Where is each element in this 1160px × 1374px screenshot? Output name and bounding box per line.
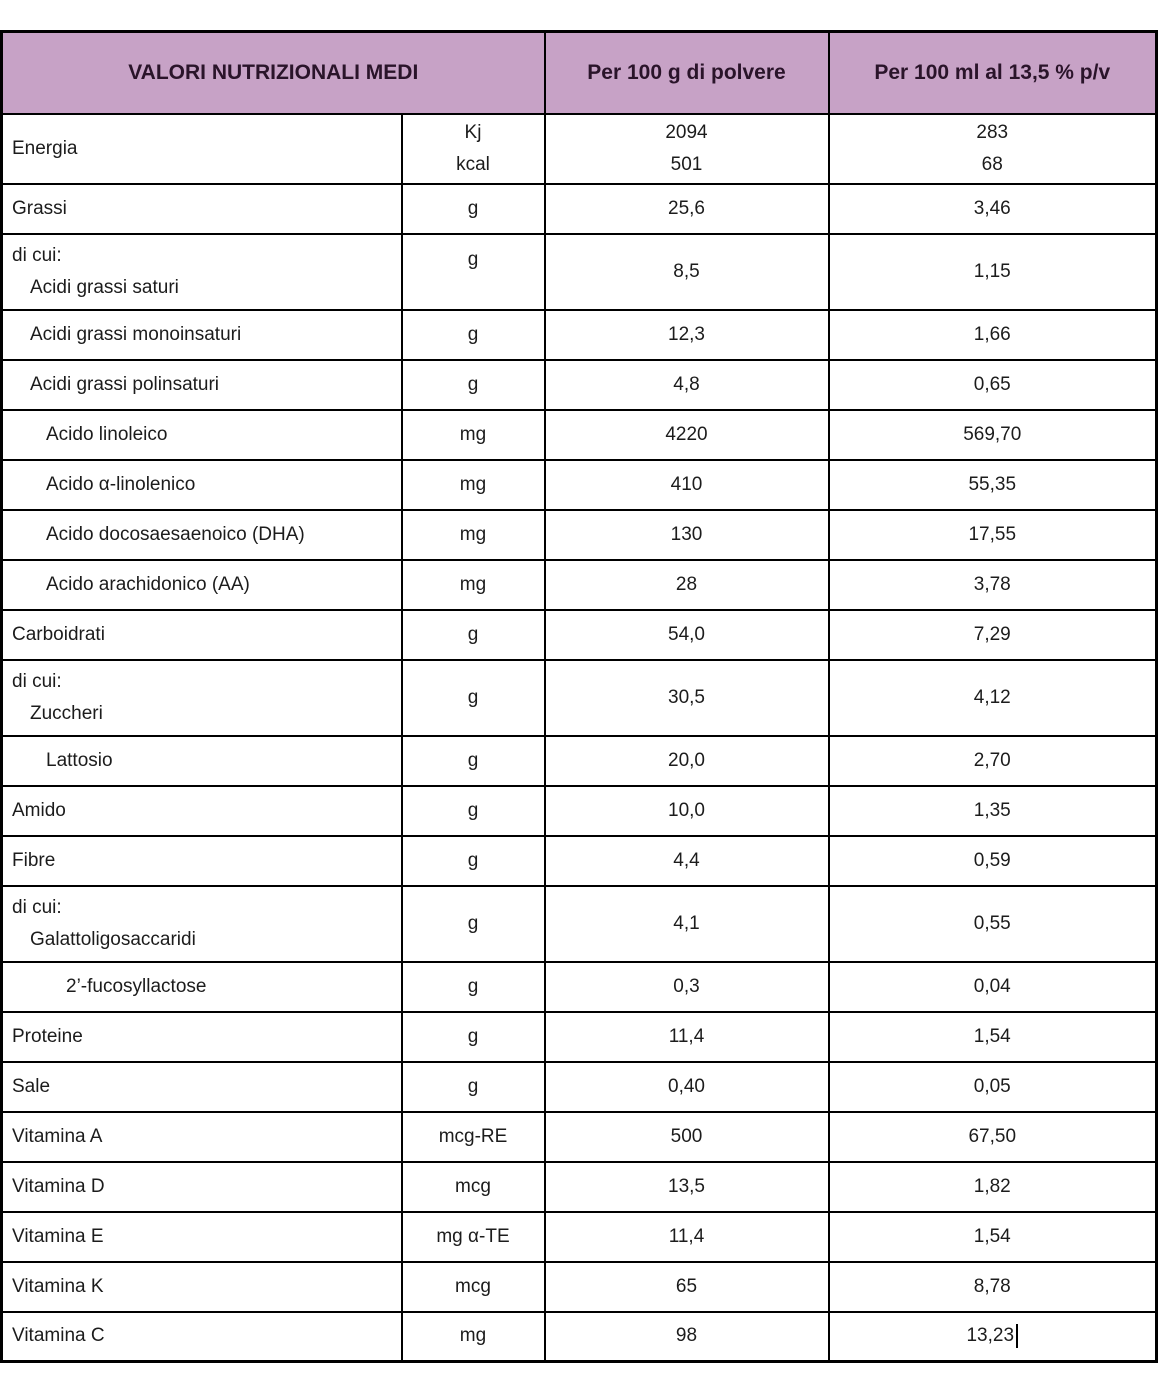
unit-cell [402,1012,545,1062]
per100ml-value: 55,35 [968,473,1017,495]
per100ml-value: 1,54 [973,1025,1011,1047]
per100g-value: 11,4 [668,1025,705,1047]
per100g-cell [545,786,829,836]
per100g-value: 98 [675,1325,698,1347]
header-col-per-100g: Per 100 g di polvere [545,32,829,114]
unit-cell [402,836,545,886]
table-row [2,1012,1157,1062]
per100g-value: 500 [670,1125,703,1147]
unit-cell [402,460,545,510]
nutrient-name-cell [2,510,402,560]
nutrient-name-line: di cui: [12,244,62,266]
unit-cell [402,114,545,184]
per100ml-value: 17,55 [968,523,1017,545]
unit-value: g [467,248,479,270]
unit-value: g [467,623,479,645]
nutrient-name-cell [2,610,402,660]
table-body [2,114,1157,1362]
nutrient-name-cell [2,660,402,736]
nutrient-name-cell [2,836,402,886]
per100g-cell [545,1212,829,1262]
per100g-cell [545,886,829,962]
nutrient-name-line: Vitamina A [12,1125,103,1147]
nutrient-name-line: Lattosio [46,749,113,771]
header-title: VALORI NUTRIZIONALI MEDI [2,32,545,114]
per100ml-cell [829,360,1157,410]
per100g-value: 0,3 [673,975,700,997]
per100g-cell [545,560,829,610]
per100g-cell [545,510,829,560]
nutrient-name-line: Sale [12,1075,51,1097]
table-row [2,1262,1157,1312]
per100g-value: 4,1 [673,912,700,934]
table-row [2,510,1157,560]
per100ml-value: 8,78 [973,1275,1011,1297]
nutrient-name-line: Proteine [12,1025,83,1047]
per100g-cell [545,114,829,184]
per100g-value: 28 [675,573,698,595]
per100ml-cell [829,660,1157,736]
per100ml-cell [829,836,1157,886]
nutrient-name-line: Fibre [12,849,56,871]
nutrient-name-line: Vitamina E [12,1225,104,1247]
nutrient-name-line: Vitamina C [12,1325,105,1347]
nutrient-name-cell [2,886,402,962]
per100g-cell [545,460,829,510]
per100ml-value: 68 [981,153,1003,175]
nutrient-name-cell [2,1262,402,1312]
unit-value: g [467,373,479,395]
unit-value: mcg [455,1175,491,1197]
unit-cell [402,736,545,786]
table-row [2,560,1157,610]
per100g-value: 25,6 [668,197,705,219]
per100g-value: 130 [670,523,703,545]
nutrient-name-line: Acido arachidonico (AA) [46,573,250,595]
per100ml-value: 0,59 [973,849,1011,871]
header-col-per-100ml: Per 100 ml al 13,5 % p/v [829,32,1157,114]
per100g-cell [545,1112,829,1162]
unit-cell [402,1062,545,1112]
per100ml-cell [829,310,1157,360]
per100ml-cell [829,184,1157,234]
nutrient-name-line: Acidi grassi monoinsaturi [30,323,242,345]
per100ml-value: 1,82 [973,1175,1011,1197]
nutrient-name-line: di cui: [12,670,62,692]
per100ml-value: 13,23 [831,1320,1155,1352]
nutrient-name-cell [2,114,402,184]
per100g-value: 11,4 [668,1225,705,1247]
unit-value: mg [459,573,487,595]
table-row [2,1062,1157,1112]
per100ml-cell [829,510,1157,560]
unit-value: g [467,912,479,934]
unit-cell [402,1212,545,1262]
per100g-value: 0,40 [668,1075,705,1097]
per100g-cell [545,610,829,660]
per100ml-value: 67,50 [968,1125,1017,1147]
unit-cell [402,410,545,460]
per100g-value: 4,8 [673,373,700,395]
nutrient-name-cell [2,410,402,460]
table-row [2,1112,1157,1162]
per100g-cell [545,1012,829,1062]
unit-value: mcg-RE [438,1125,508,1147]
unit-value: g [467,197,479,219]
per100ml-value: 0,05 [973,1075,1011,1097]
per100g-cell [545,184,829,234]
table-row [2,736,1157,786]
unit-cell [402,660,545,736]
per100g-cell [545,310,829,360]
table-row [2,1212,1157,1262]
unit-value: g [467,749,479,771]
table-row [2,660,1157,736]
table-row [2,460,1157,510]
unit-value: Kj [464,121,482,143]
table-row [2,410,1157,460]
nutrient-name-line: Galattoligosaccaridi [30,928,196,950]
unit-cell [402,1312,545,1362]
per100ml-value: 283 [976,121,1009,143]
per100ml-cell [829,560,1157,610]
per100ml-cell [829,460,1157,510]
unit-cell [402,234,545,310]
per100ml-value: 7,29 [973,623,1011,645]
unit-value: g [467,799,479,821]
unit-value: mg [459,523,487,545]
unit-value: mg [459,473,487,495]
per100g-value: 8,5 [673,260,700,282]
per100g-value: 501 [670,153,703,175]
nutrient-name-cell [2,560,402,610]
table-row [2,836,1157,886]
unit-cell [402,360,545,410]
nutrient-name-cell [2,184,402,234]
per100ml-cell [829,410,1157,460]
per100ml-value: 3,78 [973,573,1011,595]
unit-value: g [467,975,479,997]
per100g-value: 54,0 [668,623,705,645]
per100g-value: 13,5 [668,1175,705,1197]
per100g-cell [545,1062,829,1112]
unit-value: mcg [455,1275,491,1297]
unit-cell [402,560,545,610]
per100g-cell [545,1162,829,1212]
unit-cell [402,610,545,660]
nutrient-name-cell [2,360,402,410]
per100g-cell [545,660,829,736]
nutrient-name-cell [2,786,402,836]
nutrient-name-line: Acidi grassi polinsaturi [30,373,220,395]
per100ml-value: 0,55 [973,912,1011,934]
unit-value: g [467,849,479,871]
nutrient-name-cell [2,310,402,360]
nutrition-table [0,30,1158,1363]
table-row [2,310,1157,360]
nutrient-name-line: Grassi [12,197,67,219]
table-row [2,962,1157,1012]
nutrient-name-cell [2,962,402,1012]
nutrient-name-line: Amido [12,799,66,821]
per100ml-cell [829,114,1157,184]
table-row [2,184,1157,234]
unit-value: g [467,686,479,708]
nutrient-name-line: Energia [12,137,78,159]
nutrient-name-line: Acido α-linolenico [46,473,196,495]
per100g-value: 4,4 [673,849,700,871]
per100ml-cell [829,786,1157,836]
per100ml-value: 1,35 [973,799,1011,821]
per100ml-cell [829,1062,1157,1112]
per100ml-cell [829,1212,1157,1262]
unit-cell [402,310,545,360]
per100g-cell [545,360,829,410]
unit-value: g [467,323,479,345]
per100g-value: 10,0 [668,799,705,821]
unit-cell [402,510,545,560]
unit-cell [402,962,545,1012]
table-row [2,1312,1157,1362]
per100ml-value: 1,15 [973,260,1011,282]
unit-cell [402,786,545,836]
table-row [2,234,1157,310]
table-row [2,114,1157,184]
nutrient-name-cell [2,1212,402,1262]
unit-value: g [467,1075,479,1097]
nutrient-name-cell [2,1112,402,1162]
nutrient-name-cell [2,460,402,510]
per100ml-cell [829,610,1157,660]
per100ml-value: 0,04 [973,975,1011,997]
nutrient-name-line: Acido linoleico [46,423,168,445]
nutrient-name-cell [2,1012,402,1062]
per100ml-cell [829,1012,1157,1062]
table-row [2,886,1157,962]
per100ml-value: 3,46 [973,197,1011,219]
nutrient-name-line: Acidi grassi saturi [30,276,179,298]
nutrient-name-cell [2,234,402,310]
per100g-cell [545,962,829,1012]
per100ml-cell [829,886,1157,962]
per100ml-cell [829,1162,1157,1212]
table-row [2,360,1157,410]
per100ml-cell [829,1262,1157,1312]
unit-value: mg α-TE [436,1225,510,1247]
per100ml-value: 0,65 [973,373,1011,395]
unit-value: kcal [456,153,490,175]
per100ml-cell [829,736,1157,786]
per100g-value: 12,3 [668,323,705,345]
per100g-cell [545,234,829,310]
per100ml-value: 4,12 [973,686,1011,708]
per100ml-cell [829,1112,1157,1162]
per100ml-cell [829,234,1157,310]
per100g-value: 30,5 [668,686,705,708]
per100ml-cell [829,1312,1157,1362]
table-header [2,32,1157,114]
unit-value: mg [459,423,487,445]
unit-cell [402,1162,545,1212]
per100g-value: 65 [675,1275,698,1297]
per100g-cell [545,410,829,460]
unit-cell [402,1112,545,1162]
nutrient-name-line: 2’-fucosyllactose [66,975,207,997]
table-row [2,610,1157,660]
nutrient-name-line: Zuccheri [30,702,103,724]
text-cursor [1016,1324,1018,1348]
per100ml-cell [829,962,1157,1012]
per100ml-value: 569,70 [963,423,1022,445]
unit-cell [402,886,545,962]
per100ml-value: 1,66 [973,323,1011,345]
per100g-cell [545,736,829,786]
nutrient-name-cell [2,1312,402,1362]
header-row [2,32,1157,114]
per100g-value: 2094 [665,121,708,143]
per100ml-value: 2,70 [973,749,1011,771]
per100g-value: 410 [670,473,703,495]
unit-value: mg [459,1325,487,1347]
unit-value: g [467,1025,479,1047]
nutrient-name-cell [2,736,402,786]
nutrient-name-line: di cui: [12,896,62,918]
per100g-cell [545,836,829,886]
per100g-value: 20,0 [668,749,705,771]
nutrient-name-cell [2,1062,402,1112]
nutrient-name-line: Acido docosaesaenoico (DHA) [46,523,305,545]
unit-cell [402,184,545,234]
table-row [2,1162,1157,1212]
unit-cell [402,1262,545,1312]
per100g-value: 4220 [665,423,708,445]
per100ml-value: 1,54 [973,1225,1011,1247]
nutrient-name-line: Vitamina D [12,1175,105,1197]
nutrient-name-cell [2,1162,402,1212]
table-row [2,786,1157,836]
per100g-cell [545,1262,829,1312]
nutrient-name-line: Vitamina K [12,1275,104,1297]
per100g-cell [545,1312,829,1362]
nutrient-name-line: Carboidrati [12,623,105,645]
